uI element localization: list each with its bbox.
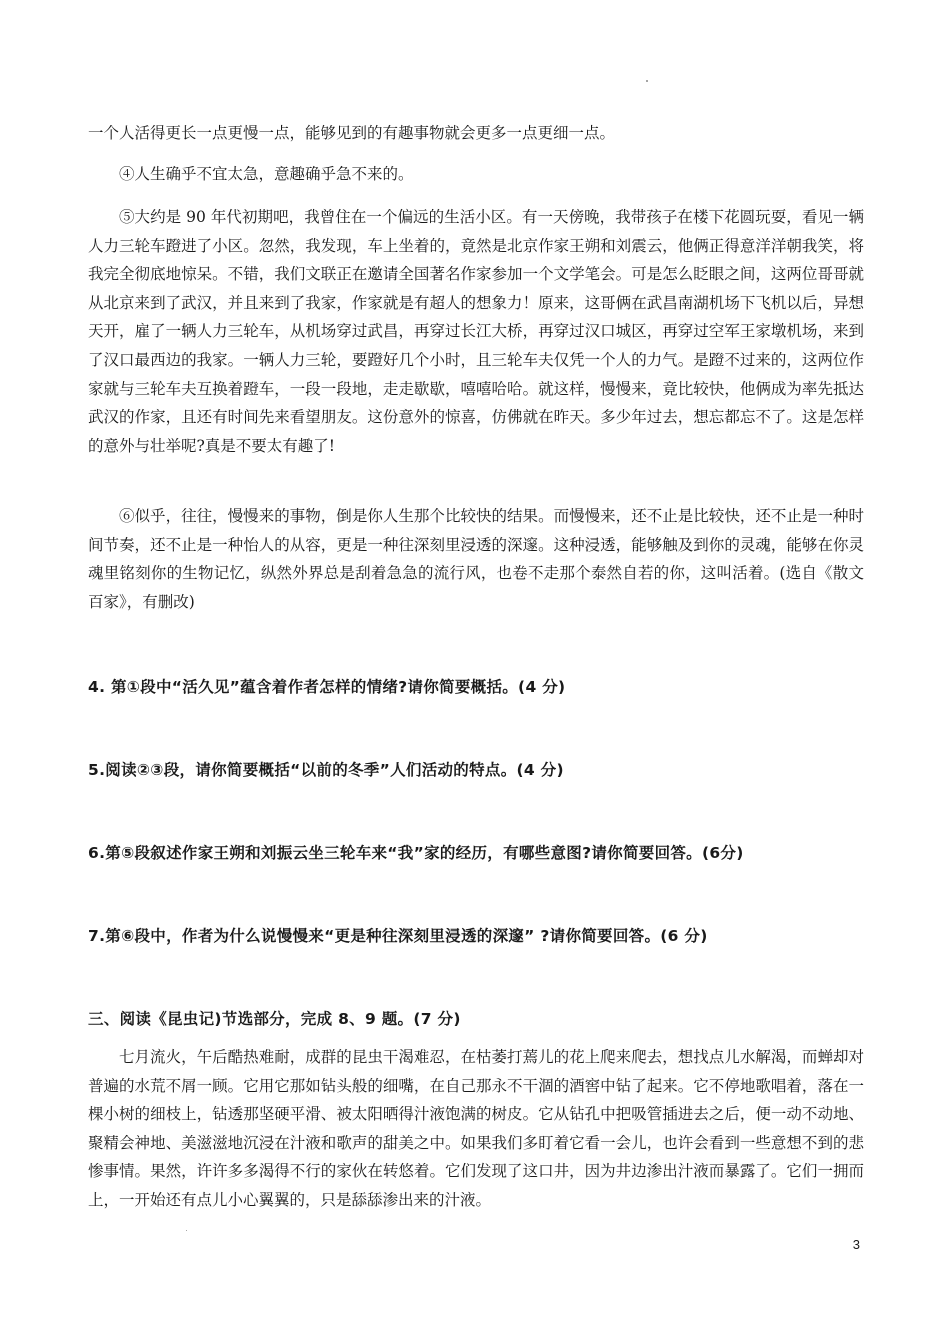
page-number: 3: [852, 1237, 860, 1252]
paragraph-6: ⑥似乎，往往，慢慢来的事物，倒是你人生那个比较快的结果。而慢慢来，还不止是比较快，还不止是一种时间节奏，还不止是一种怡人的从容，更是一种往深刻里浸透的深邃。这种浸透，能够触及到你的灵魂，能够在你灵魂里铭刻你的生物记忆，纵然外界总是刮着急急的流行风，也卷不走那个泰然自若的你，这叫活着。(选自《散文百家》，有删改): [88, 507, 864, 611]
scan-speck: [186, 1230, 187, 1231]
section-3-heading: 三、阅读《昆虫记)节选部分，完成 8、9 题。(7 分): [88, 1010, 461, 1028]
paragraph-intro-tail: 一个人活得更长一点更慢一点，能够见到的有趣事物就会更多一点更细一点。: [88, 124, 616, 142]
paragraph-4: ④人生确乎不宜太急，意趣确乎急不来的。: [119, 165, 414, 183]
question-5: 5.阅读②③段，请你简要概括“以前的冬季”人们活动的特点。(4 分): [88, 761, 564, 779]
question-7: 7.第⑥段中，作者为什么说慢慢来“更是种往深刻里浸透的深邃” ?请你简要回答。(6 分): [88, 927, 708, 945]
question-6: 6.第⑤段叙述作家王朔和刘振云坐三轮车来“我”家的经历，有哪些意图?请你简要回答。(6分): [88, 844, 744, 862]
section-3-passage: 七月流火，午后酷热难耐，成群的昆虫干渴难忍，在枯萎打蔫儿的花上爬来爬去，想找点儿水解渴，而蝉却对普遍的水荒不屑一顾。它用它那如钻头般的细嘴，在自己那永不干涸的酒窖中钻了起来。它不停地歌唱着，落在一棵小树的细枝上，钻透那坚硬平滑、被太阳晒得汁液饱满的树皮。它从钻孔中把吸管插进去之后，便一动不动地、聚精会神地、美滋滋地沉浸在汁液和歌声的甜美之中。如果我们多盯着它看一会儿，也许会看到一些意想不到的悲惨事情。果然，许许多多渴得不行的家伙在转悠着。它们发现了这口井，因为井边渗出汁液而暴露了。它们一拥而上，一开始还有点儿小心翼翼的，只是舔舔渗出来的汁液。: [88, 1048, 864, 1209]
scan-speck: [646, 80, 648, 82]
question-4: 4. 第①段中“活久见”蕴含着作者怎样的情绪?请你简要概括。(4 分): [88, 678, 566, 696]
paragraph-5: ⑤大约是 90 年代初期吧，我曾住在一个偏远的生活小区。有一天傍晚，我带孩子在楼下花圆玩耍，看见一辆人力三轮车蹬进了小区。忽然，我发现，车上坐着的，竟然是北京作家王朔和刘震云，他俩正得意洋洋朝我笑，将我完全彻底地惊呆。不错，我们文联正在邀请全国著名作家参加一个文学笔会。可是怎么眨眼之间，这两位哥哥就从北京来到了武汉，并且来到了我家，作家就是有超人的想象力！原来，这哥俩在武昌南湖机场下飞机以后，异想天开，雇了一辆人力三轮车，从机场穿过武昌，再穿过长江大桥，再穿过汉口城区，再穿过空军王家墩机场，来到了汉口最西边的我家。一辆人力三轮，要蹬好几个小时，且三轮车夫仅凭一个人的力气。是蹬不过来的，这两位作家就与三轮车夫互换着蹬车，一段一段地，走走歇歇，嘻嘻哈哈。就这样，慢慢来，竟比较快，他俩成为率先抵达武汉的作家，且还有时间先来看望朋友。这份意外的惊喜，仿佛就在昨天。多少年过去，想忘都忘不了。这是怎样的意外与壮举呢?真是不要太有趣了!: [88, 208, 864, 455]
